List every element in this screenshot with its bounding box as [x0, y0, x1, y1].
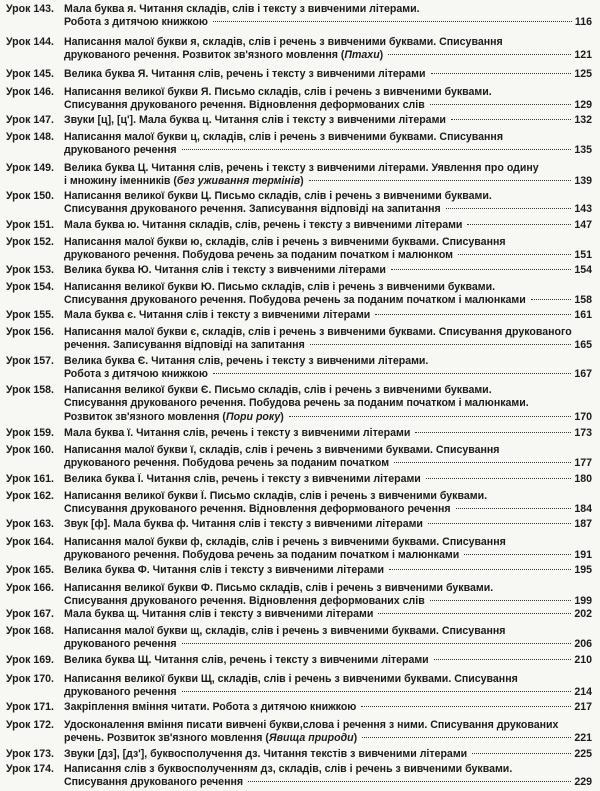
lesson-description [64, 86, 592, 113]
lesson-line-text: Закріплення вміння читати. Робота з дитячою книжкою [64, 701, 357, 713]
lesson-number: Урок 165. [6, 564, 54, 576]
lesson-line [64, 203, 592, 216]
page-number: 217 [574, 701, 592, 713]
lesson-description [64, 162, 592, 189]
lesson-description [64, 384, 592, 424]
page-number: 116 [574, 16, 592, 29]
page-number: 158 [574, 294, 592, 307]
lesson-description [64, 490, 592, 517]
lesson-line [64, 162, 592, 175]
lesson-number: Урок 157. [6, 355, 54, 367]
lesson-line [64, 384, 592, 397]
lesson-description [64, 518, 592, 531]
leader-dots [426, 478, 571, 479]
toc-entry [0, 763, 600, 790]
lesson-line [64, 249, 592, 262]
lesson-number: Урок 167. [6, 608, 54, 620]
lesson-number: Урок 171. [6, 701, 54, 713]
lesson-line [64, 144, 592, 157]
lesson-line [64, 368, 592, 381]
lesson-line [64, 236, 592, 249]
leader-dots [415, 432, 571, 433]
lesson-line-text: Списування друкованого речення. Побудова речень за поданим початком і малюнками. [64, 397, 529, 410]
toc-entry [0, 536, 600, 563]
lesson-number: Урок 155. [6, 309, 54, 321]
lesson-description [64, 219, 592, 232]
toc-entry [0, 114, 600, 127]
lesson-line-text: речення. Записування відповіді на запитання [64, 339, 305, 352]
lesson-number: Урок 152. [6, 236, 54, 248]
leader-dots [375, 314, 571, 315]
leader-dots [310, 344, 572, 345]
lesson-line [64, 763, 592, 776]
lesson-number: Урок 170. [6, 673, 54, 685]
lesson-description [64, 473, 592, 486]
lesson-description [64, 309, 592, 322]
lesson-line [64, 748, 592, 761]
lesson-number: Урок 169. [6, 654, 54, 666]
lesson-line [64, 701, 592, 714]
lesson-line [64, 625, 592, 638]
page-number: 147 [574, 219, 592, 231]
leader-dots [430, 600, 572, 601]
toc-entry [0, 625, 600, 652]
lesson-line [64, 131, 592, 144]
lesson-line-text: друкованого речення [64, 686, 177, 699]
lesson-line-text: Списування друкованого речення. Побудова речень за поданим початком і малюнками [64, 294, 526, 307]
lesson-description [64, 701, 592, 714]
lesson-line [64, 411, 592, 424]
toc-entry [0, 748, 600, 761]
lesson-line-text: Написання малої букви ц, складів, слів і речень з вивченими буквами. Списування [64, 131, 504, 143]
lesson-number: Урок 150. [6, 190, 54, 202]
lesson-line-text: Мала буква щ. Читання слів і тексту з вивченими літерами [64, 608, 374, 620]
lesson-line-text: Велика буква Є. Читання слів, речень і тексту з вивченими літерами. [64, 355, 429, 367]
lesson-description [64, 748, 592, 761]
toc-entry [0, 473, 600, 486]
lesson-line-text: Написання малої букви ю, складів, слів і речень з вивченими буквами. Списування [64, 236, 506, 248]
toc-entry [0, 673, 600, 700]
leader-dots [451, 119, 571, 120]
lesson-line [64, 68, 592, 81]
page-number: 225 [574, 748, 592, 760]
leader-dots [248, 781, 571, 782]
lesson-line-text: друкованого речення. Побудова речень за поданим початком і малюнками [64, 549, 460, 562]
page-number: 229 [574, 776, 592, 789]
lesson-number: Урок 168. [6, 625, 54, 637]
lesson-description [64, 763, 592, 790]
lesson-line [64, 582, 592, 595]
page-number: 165 [574, 339, 592, 352]
lesson-line [64, 397, 592, 410]
leader-dots [362, 737, 571, 738]
lesson-line [64, 518, 592, 531]
lesson-line [64, 309, 592, 322]
lesson-line [64, 549, 592, 562]
toc-entry [0, 162, 600, 189]
lesson-line [64, 294, 592, 307]
page-number: 129 [574, 99, 592, 112]
lesson-line [64, 673, 592, 686]
page-number: 154 [574, 264, 592, 276]
lesson-line [64, 175, 592, 188]
lesson-line [64, 114, 592, 127]
lesson-line [64, 719, 592, 732]
lesson-line-text: Робота з дитячою книжкою [64, 368, 208, 381]
page-number: 121 [574, 49, 592, 62]
lesson-line-text: Звуки [ц], [ц']. Мала буква ц. Читання слів і тексту з вивченими літерами [64, 114, 446, 126]
toc-entry [0, 582, 600, 609]
lesson-description [64, 582, 592, 609]
toc-entry [0, 326, 600, 353]
lesson-line-text: Велика буква Я. Читання слів, речень і тексту з вивченими літерами [64, 68, 426, 80]
lesson-line-text: Написання малої букви я, складів, слів і речень з вивченими буквами. Списування [64, 36, 503, 48]
lesson-line [64, 732, 592, 745]
lesson-description [64, 673, 592, 700]
lesson-line-text: Написання великої букви Ю. Письмо складів, слів і речень з вивченими буквами. [64, 281, 496, 293]
toc-entry [0, 86, 600, 113]
lesson-number: Урок 156. [6, 326, 54, 338]
page-number: 151 [574, 249, 592, 262]
lesson-line [64, 608, 592, 621]
lesson-line-text: Удосконалення вміння писати вивчені букви,слова і речення з ними. Списування друкованих [64, 719, 559, 731]
lesson-number: Урок 174. [6, 763, 54, 775]
lesson-line-text: Написання великої букви Ф. Письмо складів, слів і речень з вивченими буквами. [64, 582, 494, 594]
lesson-line-text: Написання слів з буквосполученням дз, складів, слів і речень з вивченими буквами. [64, 763, 513, 775]
lesson-line [64, 339, 592, 352]
toc-entry [0, 236, 600, 263]
lesson-line [64, 16, 592, 29]
toc-entry [0, 518, 600, 531]
page-number: 221 [574, 732, 592, 745]
lesson-line-text: Мала буква є. Читання слів і тексту з вивченими літерами [64, 309, 371, 321]
page-number: 125 [574, 68, 592, 80]
leader-dots [394, 462, 571, 463]
lesson-number: Урок 153. [6, 264, 54, 276]
lesson-description [64, 281, 592, 308]
lesson-description [64, 355, 592, 382]
leader-dots [182, 691, 572, 692]
leader-dots [361, 706, 571, 707]
lesson-number: Урок 159. [6, 427, 54, 439]
page-number: 191 [574, 549, 592, 562]
lesson-line-text: Розвиток зв'язного мовлення (Пори року) [64, 410, 284, 423]
lesson-line-text: Написання великої букви Я. Письмо складів, слів і речень з вивченими буквами. [64, 86, 492, 98]
lesson-description [64, 114, 592, 127]
lesson-line-text: Написання великої букви Є. Письмо складів, слів і речень з вивченими буквами. [64, 384, 492, 396]
page-number: 135 [574, 144, 592, 157]
page-number: 180 [574, 473, 592, 485]
lesson-description [64, 36, 592, 63]
lesson-description [64, 608, 592, 621]
lesson-line-text: Мала буква я. Читання складів, слів і тексту з вивченими літерами. [64, 3, 420, 15]
lesson-line-text: Мала буква ю. Читання складів, слів, речень і тексту з вивченими літерами [64, 219, 463, 231]
toc-entry [0, 490, 600, 517]
lesson-line-text: Звук [ф]. Мала буква ф. Читання слів і тексту з вивченими літерами [64, 518, 423, 530]
leader-dots [456, 508, 572, 509]
lesson-number: Урок 145. [6, 68, 54, 80]
leader-dots [378, 613, 571, 614]
lesson-line-text: Написання малої букви щ, складів, слів і речень з вивченими буквами. Списування [64, 625, 506, 637]
lesson-number: Урок 149. [6, 162, 54, 174]
leader-dots [458, 254, 571, 255]
toc-entry [0, 131, 600, 158]
lesson-number: Урок 161. [6, 473, 54, 485]
lesson-line-text: Списування друкованого речення. Відновлення деформованих слів [64, 99, 425, 112]
toc-entry [0, 190, 600, 217]
leader-dots [428, 523, 571, 524]
page-number: 161 [574, 309, 592, 321]
lesson-line [64, 686, 592, 699]
lesson-line [64, 503, 592, 516]
toc-entry [0, 427, 600, 440]
lesson-line-text: Списування друкованого речення. Відновлення деформованого речення [64, 503, 451, 516]
lesson-line-text: Написання малої букви ф, складів, слів і речень з вивченими буквами. Списування [64, 536, 506, 548]
lesson-line-text: Велика буква Щ. Читання слів, речень і тексту з вивченими літерами [64, 654, 429, 666]
lesson-line [64, 99, 592, 112]
leader-dots [446, 208, 572, 209]
page-number: 210 [574, 654, 592, 666]
leader-dots [430, 104, 572, 105]
lesson-description [64, 68, 592, 81]
lesson-line-text: Списування друкованого речення [64, 776, 244, 789]
lesson-description [64, 625, 592, 652]
leader-dots [388, 54, 571, 55]
lesson-line-text: Написання малої букви є, складів, слів і речень з вивченими буквами. Списування друкованого [64, 326, 572, 338]
lesson-number: Урок 147. [6, 114, 54, 126]
lesson-number: Урок 144. [6, 36, 54, 48]
toc-entry [0, 384, 600, 424]
page-number: 214 [574, 686, 592, 699]
lesson-line [64, 49, 592, 62]
page-number: 143 [574, 203, 592, 216]
lesson-line [64, 654, 592, 667]
lesson-number: Урок 163. [6, 518, 54, 530]
leader-dots [472, 753, 571, 754]
toc-entry [0, 701, 600, 714]
lesson-line [64, 190, 592, 203]
lesson-line-text: друкованого речення [64, 638, 177, 651]
lesson-number: Урок 154. [6, 281, 54, 293]
lesson-number: Урок 143. [6, 3, 54, 15]
toc-entry [0, 355, 600, 382]
toc-entry [0, 654, 600, 667]
lesson-line-text: друкованого речення. Побудова речень за поданим початком [64, 457, 390, 470]
lesson-line-text: Написання малої букви ї, складів, слів і речень з вивченими буквами. Списування [64, 444, 500, 456]
lesson-description [64, 654, 592, 667]
lesson-line-text: друкованого речення. Розвиток зв'язного мовлення (Птахи) [64, 49, 384, 62]
toc-entry [0, 444, 600, 471]
toc-entry [0, 281, 600, 308]
lesson-line-text: друкованого речення [64, 144, 177, 157]
lesson-line [64, 3, 592, 16]
leader-dots [182, 149, 572, 150]
lesson-description [64, 131, 592, 158]
toc-entry [0, 309, 600, 322]
lesson-line [64, 490, 592, 503]
lesson-line-text: Списування друкованого речення. Записування відповіді на запитання [64, 203, 441, 216]
leader-dots [391, 269, 571, 270]
leader-dots [389, 569, 571, 570]
lesson-line-text: речень. Розвиток зв'язного мовлення (Явища природи) [64, 732, 358, 745]
lesson-line [64, 427, 592, 440]
lesson-line-text: Велика буква Ю. Читання слів і тексту з вивченими літерами [64, 264, 386, 276]
lesson-line [64, 457, 592, 470]
lesson-line-text: Написання великої букви Щ, складів, слів і речень з вивченими буквами. Списування [64, 673, 518, 685]
toc-entry [0, 264, 600, 277]
page-number: 202 [574, 608, 592, 620]
lesson-line [64, 281, 592, 294]
leader-dots [213, 21, 572, 22]
lesson-line [64, 444, 592, 457]
lesson-number: Урок 173. [6, 748, 54, 760]
lesson-description [64, 3, 592, 30]
lesson-line [64, 355, 592, 368]
leader-dots [434, 659, 572, 660]
lesson-line-text: Велика буква Ц. Читання слів, речень і тексту з вивченими літерами. Уявлення про одину [64, 162, 539, 174]
lesson-number: Урок 172. [6, 719, 54, 731]
page-number: 132 [574, 114, 592, 126]
lesson-description [64, 444, 592, 471]
lesson-number: Урок 151. [6, 219, 54, 231]
lesson-line [64, 264, 592, 277]
toc-entry [0, 3, 600, 30]
lesson-number: Урок 164. [6, 536, 54, 548]
lesson-line [64, 638, 592, 651]
lesson-number: Урок 158. [6, 384, 54, 396]
leader-dots [464, 554, 571, 555]
lesson-number: Урок 166. [6, 582, 54, 594]
lesson-line-text: Робота з дитячою книжкою [64, 16, 208, 29]
leader-dots [431, 73, 572, 74]
lesson-line-text: Написання великої букви Ц. Письмо складів, слів і речень з вивченими буквами. [64, 190, 492, 202]
lesson-line-text: Велика буква Ф. Читання слів і тексту з вивченими літерами [64, 564, 384, 576]
toc-entry [0, 608, 600, 621]
leader-dots [531, 299, 572, 300]
lesson-line [64, 595, 592, 608]
lesson-line [64, 326, 592, 339]
lesson-line-text: Мала буква ї. Читання слів, речень і тексту з вивченими літерами [64, 427, 411, 439]
lesson-line [64, 564, 592, 577]
lesson-number: Урок 160. [6, 444, 54, 456]
lesson-line-text: Велика буква Ї. Читання слів, речень і тексту з вивченими літерами [64, 473, 421, 485]
lesson-number: Урок 162. [6, 490, 54, 502]
lesson-description [64, 719, 592, 746]
lesson-description [64, 326, 592, 353]
page-number: 184 [574, 503, 592, 516]
lesson-line-text: і множину іменників (без уживання термінів) [64, 175, 304, 188]
leader-dots [289, 416, 572, 417]
lesson-description [64, 564, 592, 577]
lesson-description [64, 236, 592, 263]
lesson-description [64, 190, 592, 217]
toc-entry [0, 219, 600, 232]
toc-entry [0, 36, 600, 63]
lesson-line-text: Написання великої букви Ї. Письмо складів, слів і речень з вивченими буквами. [64, 490, 488, 502]
lesson-number: Урок 146. [6, 86, 54, 98]
lesson-description [64, 264, 592, 277]
lesson-line [64, 86, 592, 99]
leader-dots [467, 224, 571, 225]
page-number: 195 [574, 564, 592, 576]
leader-dots [309, 180, 572, 181]
page-number: 199 [574, 595, 592, 608]
page-number: 139 [574, 175, 592, 188]
lesson-line [64, 536, 592, 549]
lesson-line [64, 473, 592, 486]
lesson-line-text: Списування друкованого речення. Відновлення деформованих слів [64, 595, 425, 608]
lesson-line [64, 219, 592, 232]
toc-entry [0, 68, 600, 81]
page-number: 187 [574, 518, 592, 530]
leader-dots [213, 373, 571, 374]
lesson-line [64, 36, 592, 49]
lesson-number: Урок 148. [6, 131, 54, 143]
page-number: 173 [574, 427, 592, 439]
lesson-description [64, 427, 592, 440]
lesson-line-text: Звуки [дз], [дз'], буквосполучення дз. Читання текстів з вивченими літерами [64, 748, 468, 760]
page-number: 177 [574, 457, 592, 470]
toc-entry [0, 719, 600, 746]
page-number: 167 [574, 368, 592, 381]
toc-entry [0, 564, 600, 577]
leader-dots [182, 643, 572, 644]
page-number: 170 [574, 410, 592, 423]
lesson-description [64, 536, 592, 563]
lesson-line-text: друкованого речення. Побудова речень за поданим початком і малюнком [64, 249, 454, 262]
page-number: 206 [574, 638, 592, 651]
lesson-line [64, 776, 592, 789]
